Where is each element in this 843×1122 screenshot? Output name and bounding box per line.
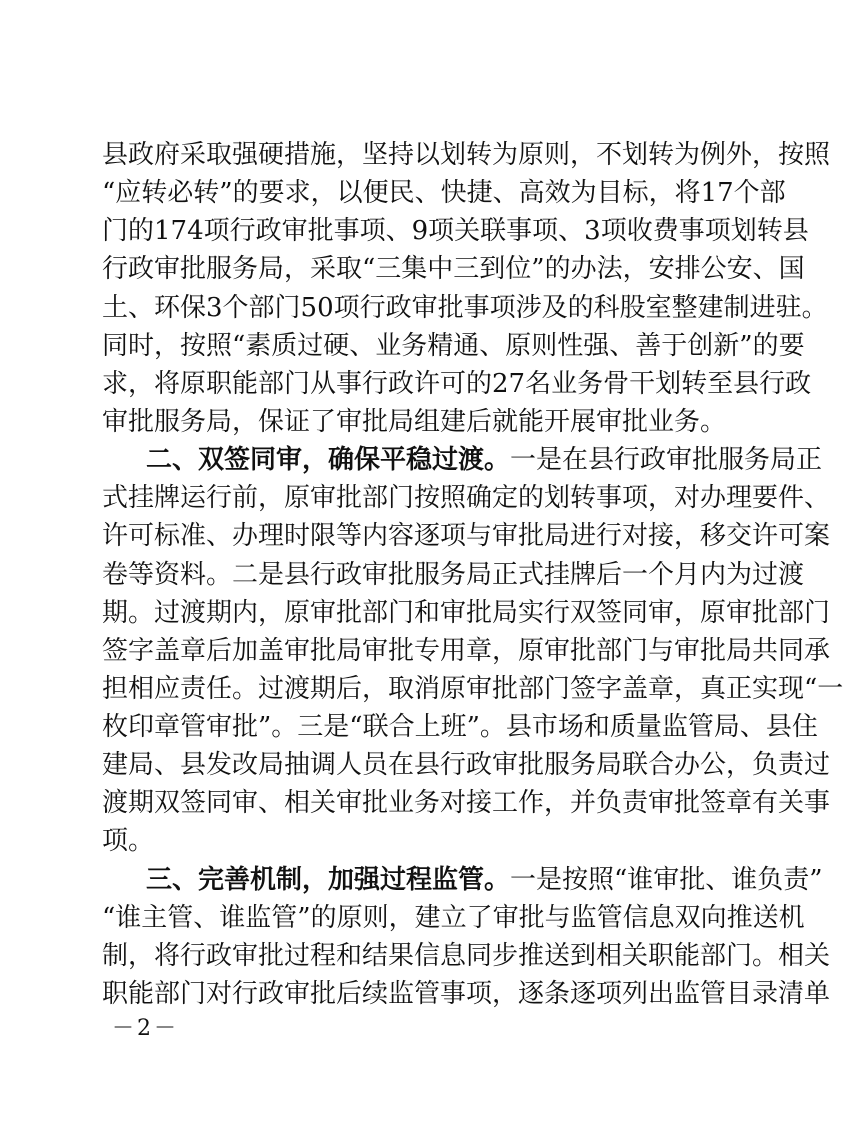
paragraph-line: 项。 xyxy=(102,826,155,856)
paragraph-line: 县政府采取强硬措施，坚持以划转为原则，不划转为例外，按照 xyxy=(102,140,831,170)
paragraph-line: 职能部门对行政审批后续监管事项，逐条逐项列出监管目录清单 xyxy=(102,979,831,1009)
section-first-line xyxy=(146,442,823,478)
section-text: 一是按照“谁审批、谁负责” xyxy=(510,865,823,895)
paragraph-line: 签字盖章后加盖审批局审批专用章，原审批部门与审批局共同承 xyxy=(102,636,831,666)
paragraph-line: 同时，按照“素质过硬、业务精通、原则性强、善于创新”的要 xyxy=(102,331,805,361)
paragraph-line: “谁主管、谁监管”的原则，建立了审批与监管信息双向推送机 xyxy=(102,903,805,933)
section-text: 一是在县行政审批服务局正 xyxy=(510,445,823,475)
paragraph-line: 制，将行政审批过程和结果信息同步推送到相关职能部门。相关 xyxy=(102,941,831,971)
paragraph-line: 式挂牌运行前，原审批部门按照确定的划转事项，对办理要件、 xyxy=(102,483,831,513)
paragraph-line: 求，将原职能部门从事行政许可的27名业务骨干划转至县行政 xyxy=(102,369,812,399)
paragraph-line: 审批服务局，保证了审批局组建后就能开展审批业务。 xyxy=(102,407,727,437)
paragraph-line: 土、环保3个部门50项行政审批事项涉及的科股室整建制进驻。 xyxy=(102,293,828,323)
paragraph-line: 枚印章管审批”。三是“联合上班”。县市场和质量监管局、县住 xyxy=(102,712,818,742)
section-heading: 三、完善机制，加强过程监管。 xyxy=(146,865,511,895)
paragraph-line: 门的174项行政审批事项、9项关联事项、3项收费事项划转县 xyxy=(102,216,809,246)
paragraph-line: 渡期双签同审、相关审批业务对接工作，并负责审批签章有关事 xyxy=(102,788,831,818)
section-heading: 二、双签同审，确保平稳过渡。 xyxy=(146,445,511,475)
paragraph-line: 担相应责任。过渡期后，取消原审批部门签字盖章，真正实现“一 xyxy=(102,674,843,704)
paragraph-line: 许可标准、办理时限等内容逐项与审批局进行对接，移交许可案 xyxy=(102,521,831,551)
paragraph-line: 建局、县发改局抽调人员在县行政审批服务局联合办公，负责过 xyxy=(102,750,831,780)
section-first-line xyxy=(146,862,823,898)
paragraph-line: 卷等资料。二是县行政审批服务局正式挂牌后一个月内为过渡 xyxy=(102,560,805,590)
paragraph-line: 行政审批服务局，采取“三集中三到位”的办法，安排公安、国 xyxy=(102,254,805,284)
paragraph-line: 期。过渡期内，原审批部门和审批局实行双签同审，原审批部门 xyxy=(102,598,831,628)
paragraph-line: “应转必转”的要求，以便民、快捷、高效为目标，将17个部 xyxy=(102,178,786,208)
page-number: －2－ xyxy=(112,1016,179,1041)
